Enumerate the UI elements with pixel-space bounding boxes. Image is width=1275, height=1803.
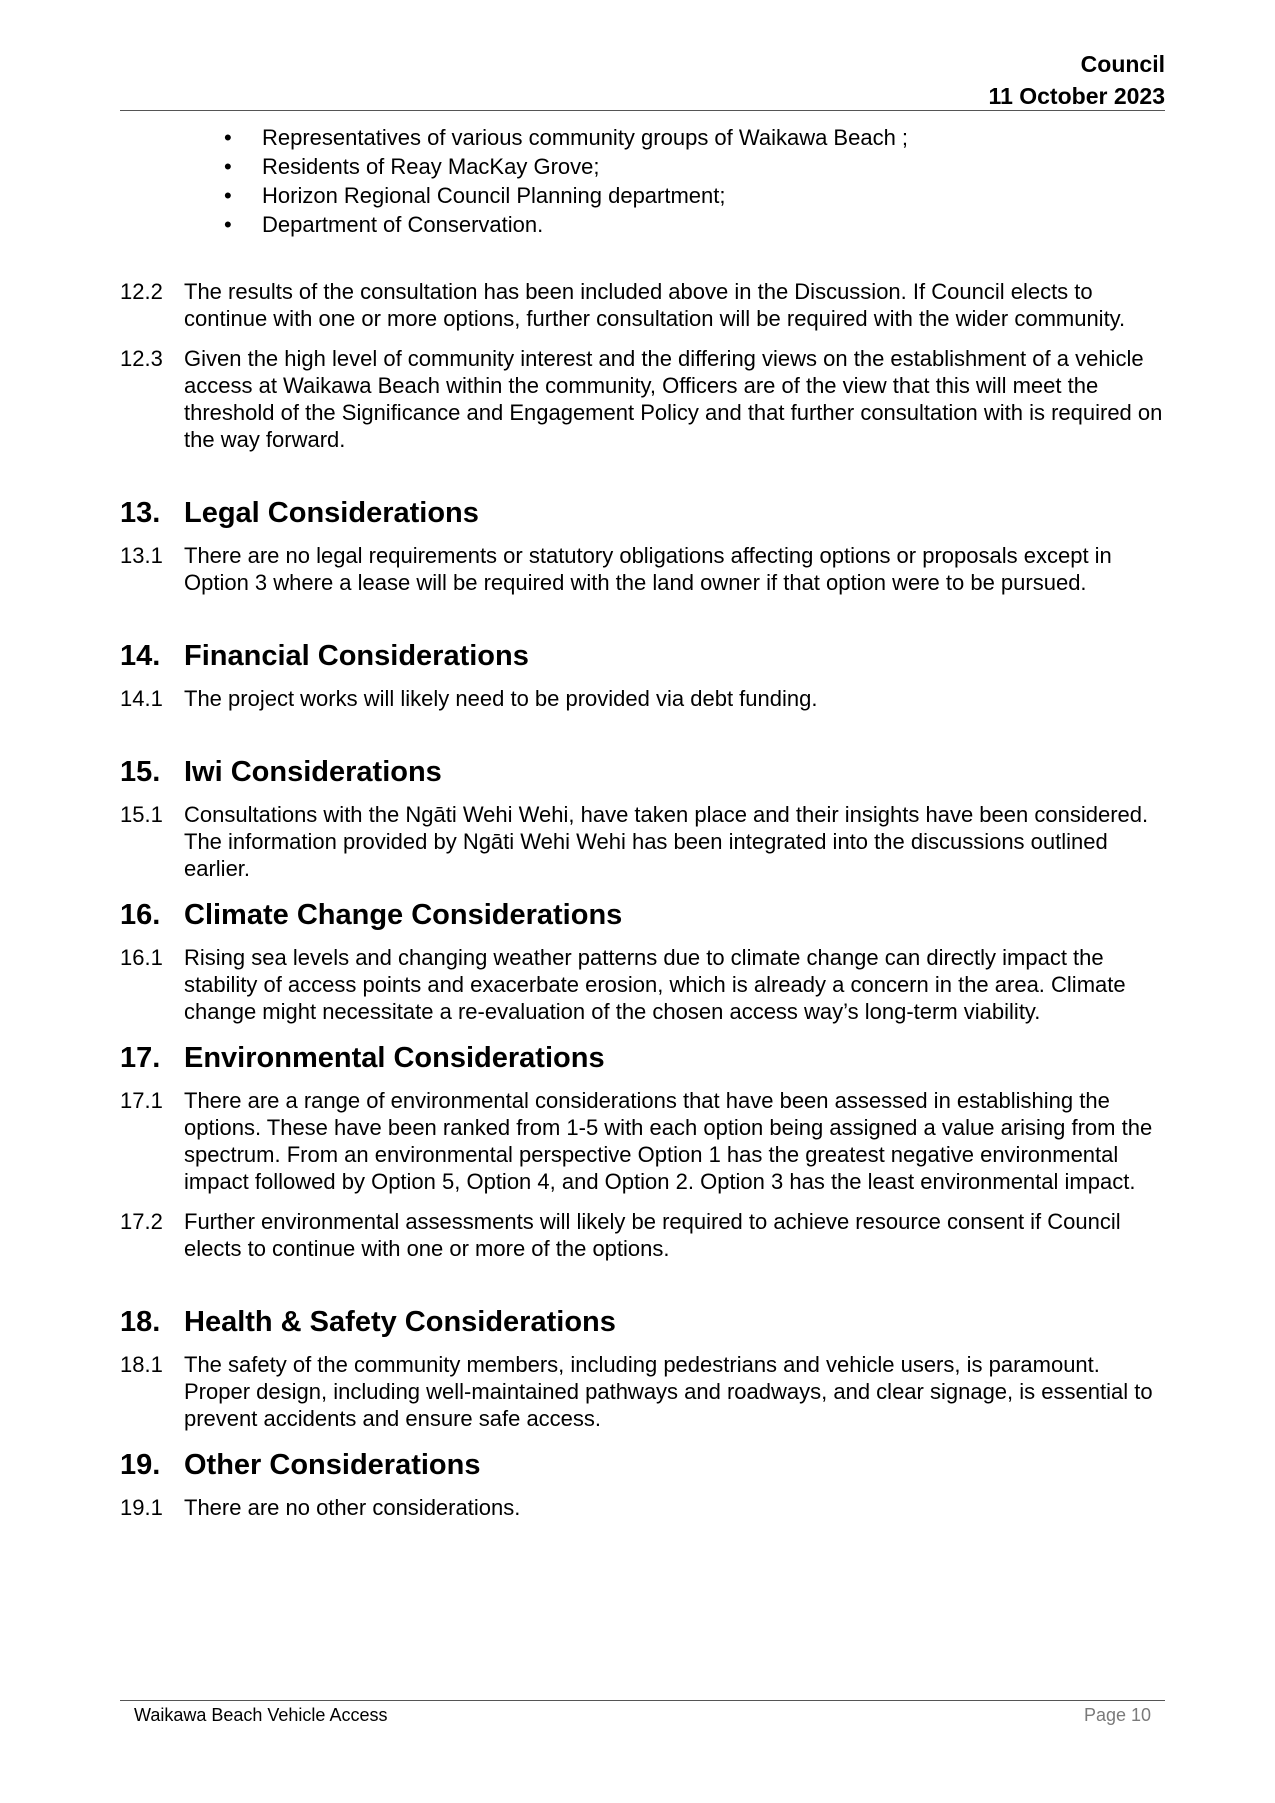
paragraph-text: The results of the consultation has been included above in the Discussion. If Council elects to continue with one or more options, further consultation will be required with the wider community. (184, 279, 1126, 331)
paragraph-text: Further environmental assessments will likely be required to achieve resource consent if Council elects to continue with one or more of the options. (184, 1209, 1121, 1261)
paragraph-number: 16.1 (120, 945, 163, 970)
header-date: 11 October 2023 (988, 83, 1165, 109)
paragraph-number: 15.1 (120, 802, 163, 827)
section-heading-environmental: 17. Environmental Considerations (120, 1042, 605, 1074)
page-header (120, 48, 1165, 112)
paragraph-number: 17.2 (120, 1209, 163, 1234)
paragraph-12-2 (120, 278, 1165, 332)
bullet-icon: • (224, 125, 232, 150)
paragraph-number: 19.1 (120, 1495, 163, 1520)
paragraph-18-1 (120, 1351, 1165, 1432)
footer-divider (120, 1700, 1165, 1701)
footer-page-number: Page 10 (1083, 1705, 1151, 1725)
list-item: • Residents of Reay MacKay Grove; (224, 154, 600, 179)
bullet-icon: • (224, 183, 232, 208)
bullet-icon: • (224, 212, 232, 237)
header-title: Council (1080, 51, 1165, 77)
footer-document-title: Waikawa Beach Vehicle Access (134, 1705, 388, 1725)
paragraph-17-1 (120, 1087, 1165, 1195)
paragraph-text: There are no other considerations. (184, 1495, 521, 1520)
paragraph-number: 13.1 (120, 543, 163, 568)
paragraph-17-2 (120, 1208, 1165, 1262)
bullet-icon: • (224, 154, 232, 179)
list-item: • Department of Conservation. (224, 212, 544, 237)
section-heading-iwi: 15. Iwi Considerations (120, 756, 442, 788)
document-body (120, 124, 1165, 1534)
section-heading-legal: 13. Legal Considerations (120, 497, 479, 529)
paragraph-number: 12.2 (120, 279, 163, 304)
paragraph-text: Given the high level of community interest and the differing views on the establishment of a vehicle access at Waikawa Beach within the community, Officers are of the view that this will meet the threshold of the Significance and Engagement Policy and that further consultation with is required on the way forward. (184, 346, 1163, 452)
paragraph-13-1 (120, 542, 1165, 596)
paragraph-number: 17.1 (120, 1088, 163, 1113)
paragraph-text: There are no legal requirements or statutory obligations affecting options or proposals except in Option 3 where a lease will be required with the land owner if that option were to be pursued. (184, 543, 1112, 595)
paragraph-14-1 (120, 685, 1165, 712)
paragraph-15-1 (120, 801, 1165, 882)
section-heading-other: 19. Other Considerations (120, 1449, 481, 1481)
consultation-list (120, 124, 1165, 240)
paragraph-number: 12.3 (120, 346, 163, 371)
paragraph-text: There are a range of environmental considerations that have been assessed in establishing the options. These have been ranked from 1-5 with each option being assigned a value arising from the spectrum. From an environmental perspective Option 1 has the greatest negative environmental impact followed by Option 5, Option 4, and Option 2. Option 3 has the least environmental impact. (184, 1088, 1153, 1194)
list-item: • Representatives of various community groups of Waikawa Beach ; (224, 125, 909, 150)
section-heading-climate: 16. Climate Change Considerations (120, 899, 623, 931)
paragraph-16-1 (120, 944, 1165, 1025)
paragraph-text: Rising sea levels and changing weather patterns due to climate change can directly impact the stability of access points and exacerbate erosion, which is already a concern in the area. Climate change might necessitate a re-evaluation of the chosen access way’s long-term viability. (184, 945, 1126, 1024)
paragraph-text: Consultations with the Ngāti Wehi Wehi, have taken place and their insights have been considered. The information provided by Ngāti Wehi Wehi has been integrated into the discussions outlined earlier. (184, 802, 1149, 881)
section-heading-health-safety: 18. Health & Safety Considerations (120, 1306, 616, 1338)
list-item: • Horizon Regional Council Planning department; (224, 183, 726, 208)
paragraph-number: 18.1 (120, 1352, 163, 1377)
header-divider (120, 110, 1165, 111)
paragraph-text: The safety of the community members, including pedestrians and vehicle users, is paramount. Proper design, including well-maintained pathways and roadways, and clear signage, is essential to prevent accidents and ensure safe access. (184, 1352, 1153, 1431)
paragraph-number: 14.1 (120, 686, 163, 711)
section-heading-financial: 14. Financial Considerations (120, 640, 529, 672)
paragraph-12-3 (120, 345, 1165, 453)
paragraph-text: The project works will likely need to be provided via debt funding. (184, 686, 818, 711)
paragraph-19-1 (120, 1494, 1165, 1521)
